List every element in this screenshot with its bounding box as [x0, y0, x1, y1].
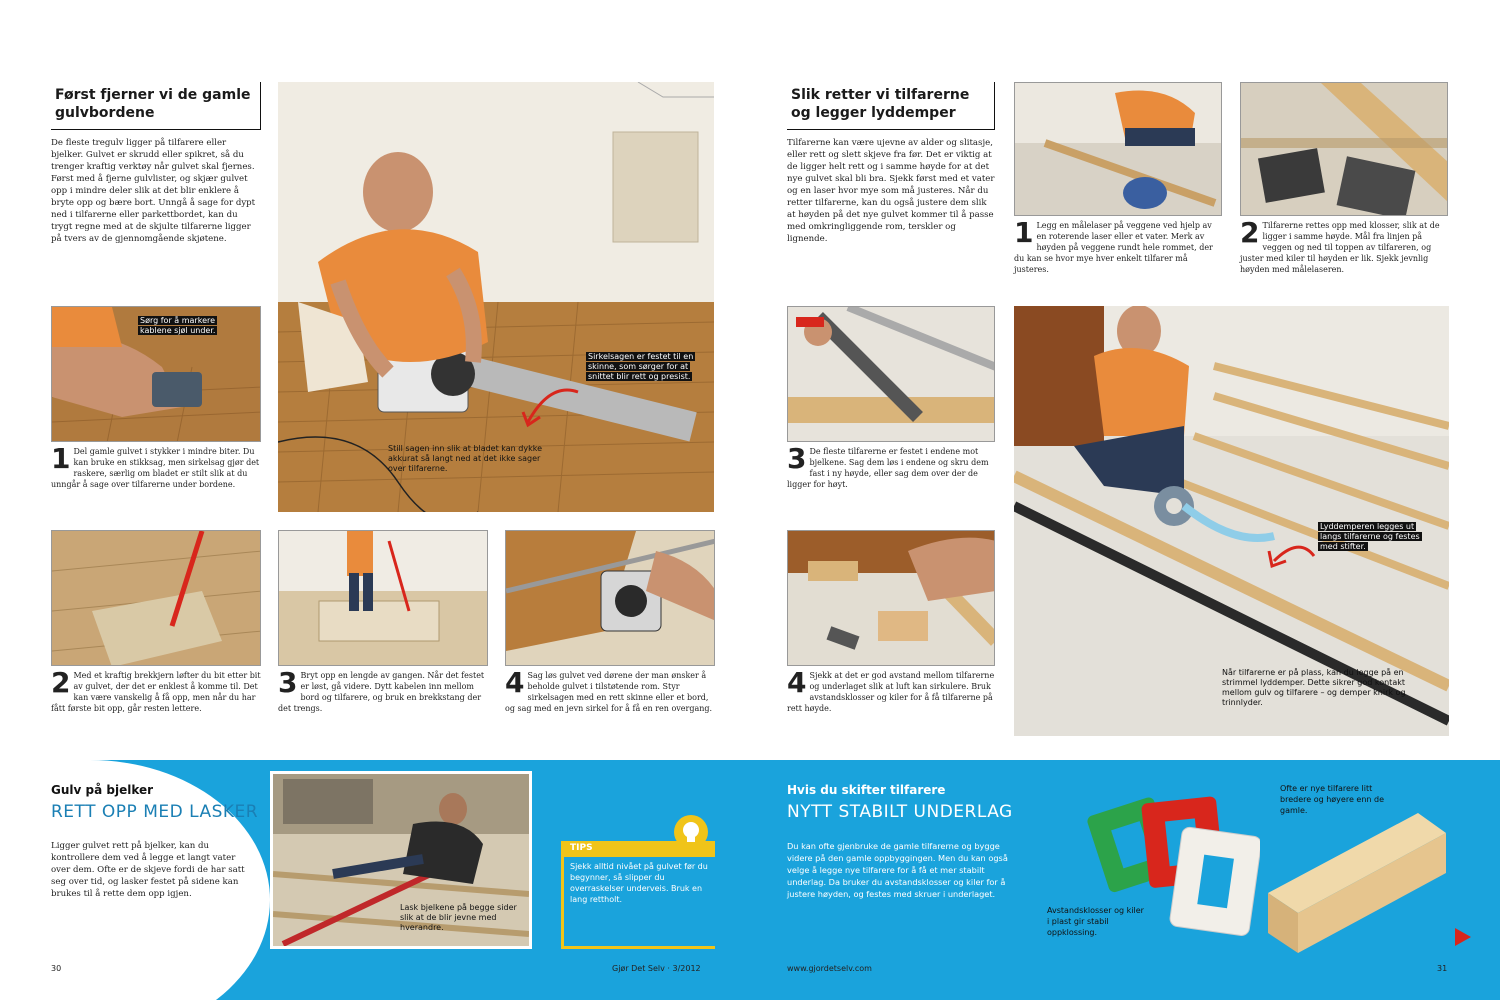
left-step-2: [51, 666, 261, 714]
right-step-1-text: Legg en målelaser på veggene ved hjelp av en roterende laser eller et vater. Merk av høyden på veggene rundt hele rommet, der du kan se hvor mye hver enkelt tilfarer må justeres.: [1014, 221, 1213, 274]
lightbulb-icon: [674, 815, 708, 849]
main-photo-caption-skinne: Sirkelsagen er festet til en skinne, som sørger for at snittet blir rett og presist.: [588, 352, 694, 381]
magazine-name: Gjør Det Selv · 3/2012: [612, 964, 701, 973]
main-photo-caption-blade: Still sagen inn slik at bladet kan dykke akkurat så langt ned at det ikke sager over tilfarerne.: [388, 444, 542, 473]
left-step-4-text: Sag løs gulvet ved dørene der man ønsker å beholde gulvet i tilstøtende rom. Styr sirkelsagen med en rett skinne eller et bord, og sag med en jevn sirkel for å få en ren overgang.: [505, 671, 713, 713]
right-step-3-number: 3: [787, 442, 807, 475]
lumber-caption: Ofte er nye tilfarere litt bredere og høyere enn de gamle.: [1280, 784, 1385, 815]
right-section-heading: [787, 82, 995, 130]
page-number-left: 30: [51, 964, 62, 973]
band-photo-caption: Lask bjelkene på begge sider slik at de blir jevne med hverandre.: [400, 903, 517, 932]
photo-shims-under-joist: [1240, 82, 1448, 216]
small-photo-caption: Sørg for å markere kablene sjøl under.: [140, 316, 216, 335]
tips-box: [561, 841, 715, 949]
right-intro-text: Tilfarerne kan være ujevne av alder og slitasje, eller rett og slett skjeve fra før. Det er viktig at de ligger helt rett og i samme høyde for at det nye gulvet skal bli bra. Sjekk først med et vater og en laser hvor mye som må justeres. Når du retter tilfarerne, kan du også justere dem slik at høyden på det nye gulvet kommer til å passe med omkringliggende rom, terskler og lignende.: [787, 138, 995, 244]
right-step-2: [1240, 216, 1448, 275]
right-heading-text: Slik retter vi tilfarerne og legger lyddemper: [791, 87, 970, 121]
band-right-text: Du kan ofte gjenbruke de gamle tilfarerne og bygge videre på den gamle oppbyggingen. Men du kan også velge å legge nye tilfarere for å få et mer stabilt underlag. Da bruker du avstandsklosser og kiler for å justere høyden, og festes med skruer i underlaget.: [787, 841, 1008, 899]
band-left-kicker: Gulv på bjelker: [51, 783, 154, 797]
photo-cutting-at-door: [505, 530, 715, 666]
photo-pry-bar: [51, 530, 261, 666]
shims-caption: Avstandsklosser og kiler i plast gir stabil oppklossing.: [1047, 906, 1144, 937]
left-step-1: [51, 442, 261, 490]
right-step-4-text: Sjekk at det er god avstand mellom tilfarerne og underlaget slik at luft kan sirkulere. Bruk avstandsklosser og kiler for å få tilfarerne på rett høyde.: [787, 671, 995, 713]
left-step-2-number: 2: [51, 666, 71, 699]
tips-text: Sjekk alltid nivået på gulvet før du begynner, så slipper du overraskelser underveis. Bruk en lang rettholt.: [570, 862, 708, 904]
band-right-kicker: Hvis du skifter tilfarere: [787, 783, 946, 797]
tips-label: TIPS: [570, 843, 593, 853]
lumber-image: [1268, 803, 1446, 953]
tape-photo-text: Når tilfarerne er på plass, kan du legge på en strimmel lyddemper. Dette sikrer god kontakt mellom gulv og tilfarere – og demper knirk og trinnlyder.: [1222, 668, 1406, 707]
right-step-1-number: 1: [1014, 216, 1034, 249]
right-step-2-number: 2: [1240, 216, 1260, 249]
left-section-heading: [51, 82, 261, 130]
left-step-1-number: 1: [51, 442, 71, 475]
left-step-2-text: Med et kraftig brekkjern løfter du bit etter bit av gulvet, der det er enklest å komme til. Det kan være vanskelig å få opp, men når du har fått første bit opp, går resten lettere.: [51, 671, 261, 713]
tape-photo-caption: Lyddemperen legges ut langs tilfarerne og festes med stifter.: [1320, 522, 1420, 551]
left-step-1-text: Del gamle gulvet i stykker i mindre biter. Du kan bruke en stikksag, men sirkelsag gjør det raskere, særlig om bladet er stilt slik at du unngår å sage over tilfarerne under bordene.: [51, 447, 260, 489]
left-step-4-number: 4: [505, 666, 525, 699]
photo-wood-blocks: [787, 530, 995, 666]
right-step-3: [787, 442, 995, 490]
right-step-3-text: De fleste tilfarerne er festet i endene mot bjelkene. Sag dem løs i endene og skru dem fast i ny høyde, eller sag dem over der de ligger for høyt.: [787, 447, 989, 489]
right-step-4-number: 4: [787, 666, 807, 699]
left-step-3-number: 3: [278, 666, 298, 699]
photo-sawing-joist: [787, 306, 995, 442]
photo-lifting-boards: [278, 530, 488, 666]
band-left-title: RETT OPP MED LASKER: [51, 802, 259, 822]
left-heading-text: Først fjerner vi de gamle gulvbordene: [55, 87, 251, 121]
website-url: www.gjordetselv.com: [787, 964, 872, 973]
left-intro-text: De fleste tregulv ligger på tilfarere eller bjelker. Gulvet er skrudd eller spikret, så du trenger kraftig verktøy når gulvet skal fjernes. Først med å fjerne gulvlister, og skjær gulvet opp i mindre deler slik at det blir enklere å bryte opp og bære bort. Unngå å sage for dypt ned i tilfarerne eller parkettbordet, kan du trygt regne med at de skjulte tilfarerne ligger på tvers av de gjennomgående skjøtene.: [51, 138, 256, 244]
left-step-3-text: Bryt opp en lengde av gangen. Når det festet er løst, gå videre. Dytt kabelen inn mellom bord og tilfarere, og bruk en brekkstang der det trengs.: [278, 671, 485, 713]
band-right-title: NYTT STABILT UNDERLAG: [787, 802, 1013, 822]
left-step-3: [278, 666, 488, 714]
page-number-right: 31: [1437, 964, 1448, 973]
right-step-2-text: Tilfarerne rettes opp med klosser, slik at de ligger i samme høyde. Mål fra linjen på veggen og ned til toppen av tilfareren, og juster med kiler til høyden er lik. Sjekk jevnlig høyden med målelaseren.: [1240, 221, 1440, 274]
next-page-arrow-icon[interactable]: [1455, 928, 1471, 946]
right-step-4: [787, 666, 995, 714]
photo-marking-wall: [1014, 82, 1222, 216]
left-step-4: [505, 666, 715, 714]
right-step-1: [1014, 216, 1222, 275]
band-left-text: Ligger gulvet rett på bjelker, kan du kontrollere dem ved å legge et langt vater over dem. Ofte er de skjeve fordi de har satt seg over tid, og lasker festet på sidene kan brukes til å rette dem opp igjen.: [51, 841, 245, 899]
